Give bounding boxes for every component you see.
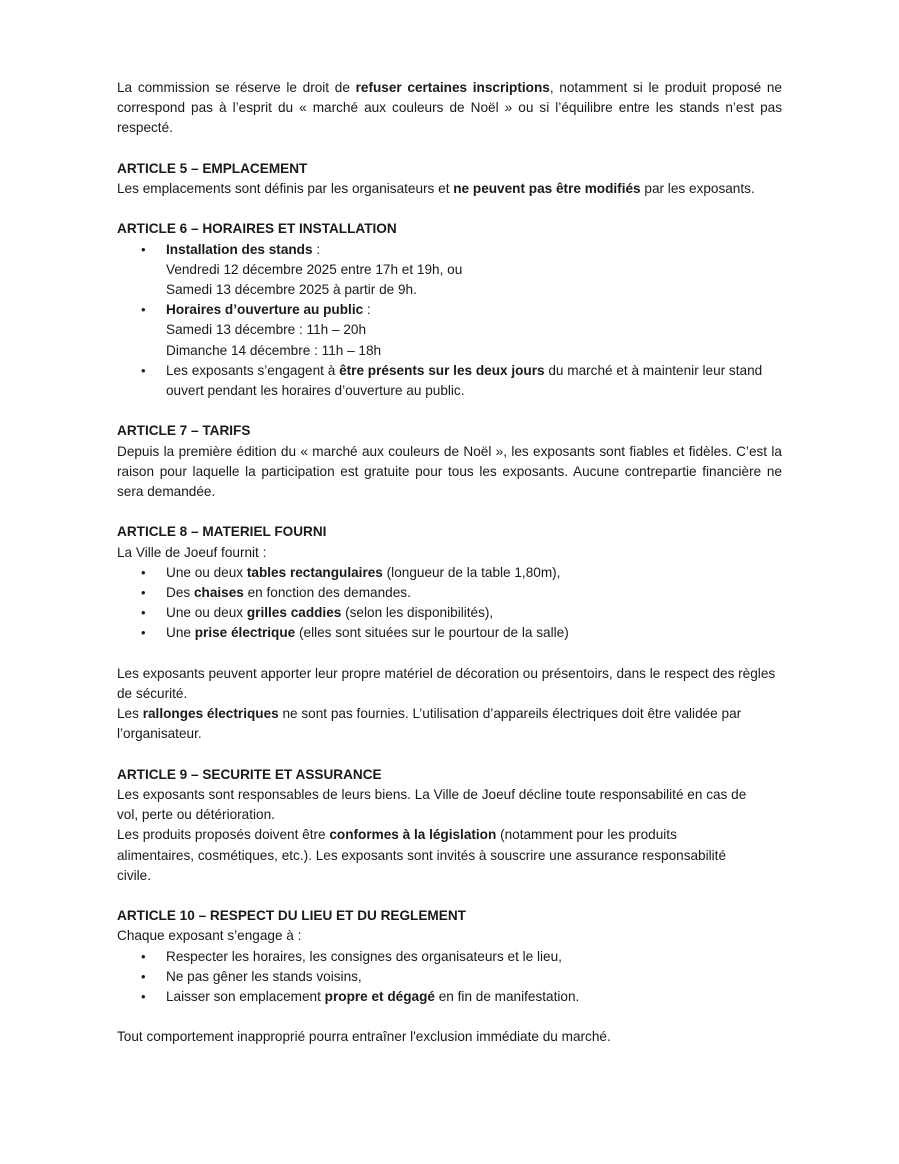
list-item: • Installation des stands : Vendredi 12 décembre 2025 entre 17h et 19h, ou Samedi 13 décembre 2025 à partir de 9h. <box>117 240 782 301</box>
closing-statement: Tout comportement inapproprié pourra entraîner l'exclusion immédiate du marché. <box>117 1029 611 1045</box>
article-5-title: ARTICLE 5 – EMPLACEMENT <box>117 160 308 176</box>
article-7-text: Depuis la première édition du « marché aux couleurs de Noël », les exposants sont fiables et fidèles. C’est la raison pour laquelle la participation est gratuite pour tous les exposants. Aucune contrepartie financière ne sera demandée. <box>117 443 782 500</box>
article-9-paragraph: Les exposants sont responsables de leurs biens. La Ville de Joeuf décline toute responsabilité en cas de vol, perte ou détérioration. <box>117 787 747 823</box>
list-item: • Une ou deux tables rectangulaires (longueur de la table 1,80m), <box>117 563 782 583</box>
article-10-list <box>117 947 782 1008</box>
document-page <box>117 78 782 1048</box>
article-8-paragraph: Les exposants peuvent apporter leur propre matériel de décoration ou présentoirs, dans le respect des règles de sécurité. <box>117 665 776 702</box>
list-item: • Des chaises en fonction des demandes. <box>117 583 782 603</box>
article-6-list <box>117 240 782 402</box>
article-9-title: ARTICLE 9 – SECURITE ET ASSURANCE <box>117 766 382 782</box>
article-9-paragraph: Les produits proposés doivent être conformes à la législation (notamment pour les produits alimentaires, cosmétiques, etc.). Les exposants sont invités à souscrire une assurance responsabilité civile. <box>117 827 727 883</box>
intro-paragraph: La commission se réserve le droit de refuser certaines inscriptions, notamment si le produit proposé ne correspond pas à l’esprit du « marché aux couleurs de Noël » ou si l’équilibre entre les stands n’est pas respecté. <box>117 80 782 136</box>
article-10-lead: Chaque exposant s’engage à : <box>117 928 302 944</box>
article-7-title: ARTICLE 7 – TARIFS <box>117 423 251 439</box>
list-item: • Une prise électrique (elles sont situées sur le pourtour de la salle) <box>117 623 782 643</box>
article-8-lead: La Ville de Joeuf fournit : <box>117 544 267 560</box>
article-5-text: Les emplacements sont définis par les organisateurs et ne peuvent pas être modifiés par les exposants. <box>117 181 755 196</box>
list-item: • Respecter les horaires, les consignes des organisateurs et le lieu, <box>117 947 782 967</box>
article-6-title: ARTICLE 6 – HORAIRES ET INSTALLATION <box>117 221 397 237</box>
list-item: • Laisser son emplacement propre et dégagé en fin de manifestation. <box>117 987 782 1007</box>
list-item: • Horaires d’ouverture au public : Samedi 13 décembre : 11h – 20h Dimanche 14 décembre : 11h – 18h <box>117 300 782 361</box>
article-8-title: ARTICLE 8 – MATERIEL FOURNI <box>117 524 327 540</box>
article-8-list <box>117 563 782 644</box>
list-item: • Ne pas gêner les stands voisins, <box>117 967 782 987</box>
list-item: • Les exposants s’engagent à être présents sur les deux jours du marché et à maintenir leur stand ouvert pendant les horaires d’ouverture au public. <box>117 361 782 401</box>
list-item: • Une ou deux grilles caddies (selon les disponibilités), <box>117 603 782 623</box>
article-8-paragraph: Les rallonges électriques ne sont pas fournies. L’utilisation d’appareils électriques doit être validée par l’organisateur. <box>117 706 742 742</box>
article-10-title: ARTICLE 10 – RESPECT DU LIEU ET DU REGLEMENT <box>117 908 466 924</box>
